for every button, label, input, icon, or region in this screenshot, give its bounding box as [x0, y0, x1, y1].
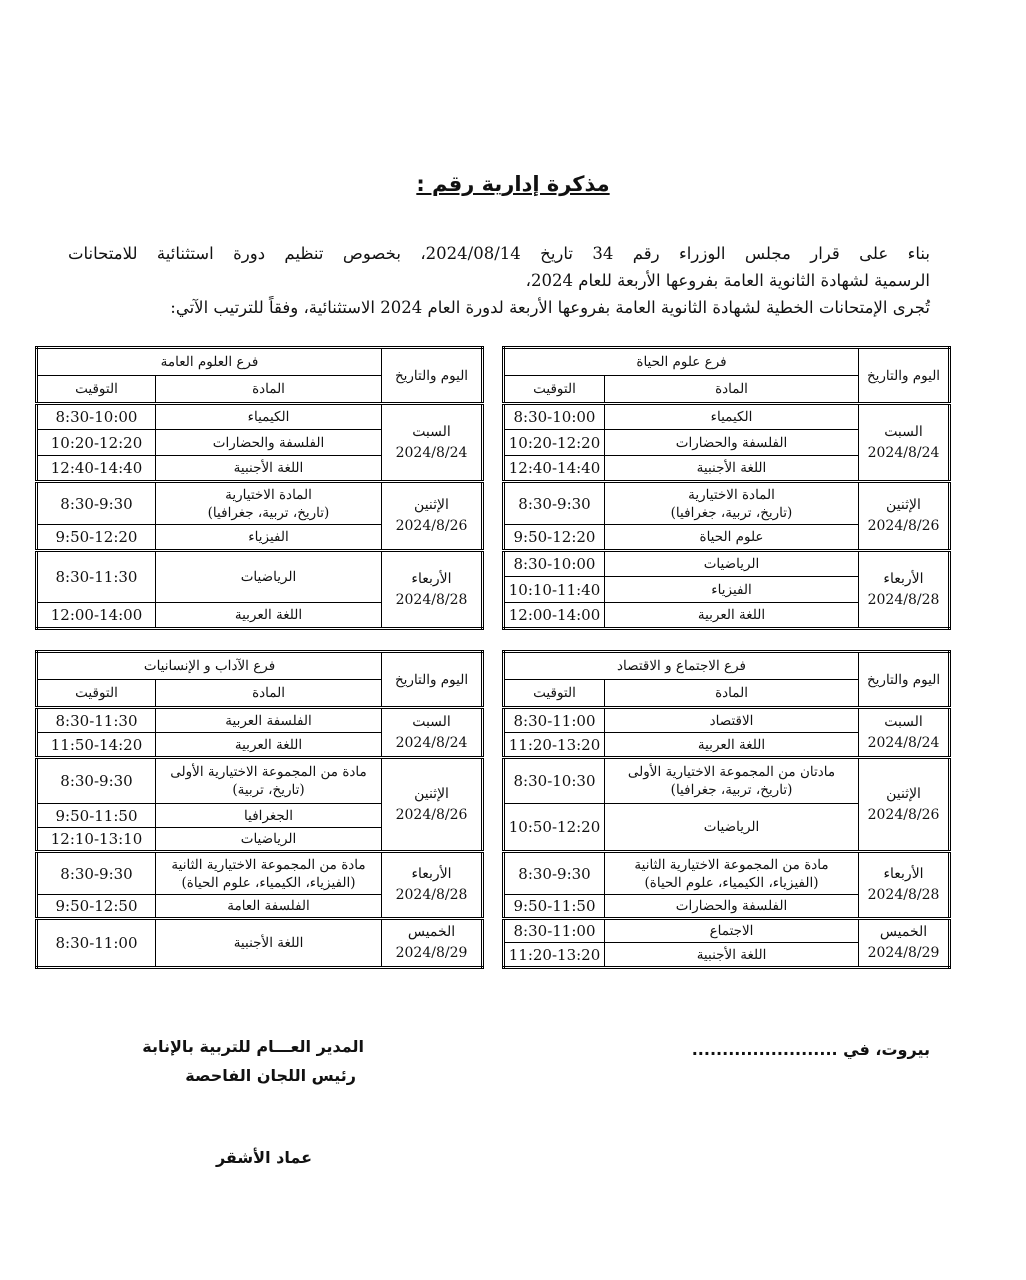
time-cell: 12:40-14:40	[504, 456, 605, 482]
day-date: 2024/8/24	[395, 444, 468, 461]
day-name: السبت	[884, 423, 923, 440]
time-cell: 8:30-10:00	[37, 404, 156, 430]
day-cell	[382, 919, 483, 968]
day-date: 2024/8/26	[395, 806, 468, 823]
subject-line: مادتان من المجموعة الاختيارية الأولى	[627, 764, 836, 780]
subject-cell	[156, 852, 382, 895]
time-cell: 11:20-13:20	[504, 733, 605, 758]
day-date: 2024/8/26	[867, 806, 940, 823]
subject-line: المادة الاختيارية	[225, 486, 312, 503]
subject-cell: الفلسفة العامة	[156, 895, 382, 919]
header-day-date: اليوم والتاريخ	[859, 348, 950, 404]
day-date: 2024/8/26	[395, 518, 468, 534]
subject-cell: الرياضيات	[156, 551, 382, 603]
time-cell: 12:00-14:00	[504, 603, 605, 629]
time-cell: 10:20-12:20	[504, 430, 605, 456]
branch-title: فرع الاجتماع و الاقتصاد	[504, 652, 859, 680]
day-date: 2024/8/28	[395, 591, 468, 608]
time-cell: 10:20-12:20	[37, 430, 156, 456]
time-cell: 12:10-13:10	[37, 828, 156, 852]
day-cell	[382, 404, 483, 482]
day-name: السبت	[412, 713, 451, 730]
time-cell: 8:30-9:30	[504, 482, 605, 525]
day-date: 2024/8/28	[867, 591, 940, 608]
day-cell	[382, 852, 483, 919]
day-cell	[859, 852, 950, 919]
time-cell: 8:30-11:00	[504, 708, 605, 733]
subject-cell	[605, 482, 859, 525]
header-subject: المادة	[156, 680, 382, 708]
header-subject: المادة	[605, 680, 859, 708]
header-time: التوقيت	[504, 376, 605, 404]
day-cell	[859, 404, 950, 482]
subject-cell: اللغة العربية	[605, 603, 859, 629]
signatory-name: عماد الأشقر	[215, 1148, 312, 1167]
subject-cell: اللغة العربية	[156, 603, 382, 629]
subject-cell: الاقتصاد	[605, 708, 859, 733]
time-cell: 8:30-9:30	[37, 852, 156, 895]
place-date: بيروت، في ........................	[691, 1040, 930, 1059]
day-name: الإثنين	[414, 497, 449, 513]
subject-line: المادة الاختيارية	[688, 486, 775, 503]
header-time: التوقيت	[37, 376, 156, 404]
time-cell: 10:50-12:20	[504, 804, 605, 852]
time-cell: 9:50-11:50	[504, 895, 605, 919]
subject-cell: الفلسفة العربية	[156, 708, 382, 733]
day-name: الخميس	[879, 924, 928, 940]
day-date: 2024/8/24	[867, 444, 940, 461]
header-subject: المادة	[605, 376, 859, 404]
subject-line: (الفيزياء، الكيمياء، علوم الحياة)	[181, 874, 356, 891]
day-date: 2024/8/29	[395, 945, 468, 961]
subject-line: مادة من المجموعة الاختيارية الثانية	[171, 856, 366, 873]
day-name: الأربعاء	[411, 570, 452, 587]
subject-cell: اللغة العربية	[156, 733, 382, 758]
time-cell: 8:30-11:30	[37, 551, 156, 603]
branch-title: فرع علوم الحياة	[504, 348, 859, 376]
header-day-date: اليوم والتاريخ	[382, 348, 483, 404]
subject-cell: الرياضيات	[156, 828, 382, 852]
branch-title: فرع الآداب و الإنسانيات	[37, 652, 382, 680]
day-cell	[382, 551, 483, 629]
day-name: الإثنين	[886, 497, 921, 513]
time-cell: 9:50-12:20	[504, 525, 605, 551]
subject-line: (تاريخ، تربية، جغرافيا)	[670, 504, 793, 521]
time-cell: 8:30-10:00	[504, 551, 605, 577]
time-cell: 12:40-14:40	[37, 456, 156, 482]
subject-cell: علوم الحياة	[605, 525, 859, 551]
header-subject: المادة	[156, 376, 382, 404]
intro-line-1: بناء على قرار مجلس الوزراء رقم 34 تاريخ 2024/08/14، بخصوص تنظيم دورة استثنائية للامتحانات	[68, 244, 930, 263]
life-sciences-table	[502, 346, 951, 630]
time-cell: 8:30-10:30	[504, 758, 605, 804]
day-date: 2024/8/29	[867, 945, 940, 961]
time-cell: 10:10-11:40	[504, 577, 605, 603]
day-cell	[859, 919, 950, 968]
subject-cell	[605, 852, 859, 895]
day-cell	[859, 482, 950, 551]
day-cell	[382, 482, 483, 551]
time-cell: 8:30-9:30	[504, 852, 605, 895]
time-cell: 11:50-14:20	[37, 733, 156, 758]
day-cell	[859, 708, 950, 758]
director-title: المدير العـــام للتربية بالإنابة	[142, 1037, 364, 1056]
subject-cell: الفيزياء	[605, 577, 859, 603]
day-cell	[382, 708, 483, 758]
header-day-date: اليوم والتاريخ	[859, 652, 950, 708]
day-cell	[859, 551, 950, 629]
time-cell: 8:30-10:00	[504, 404, 605, 430]
branch-title: فرع العلوم العامة	[37, 348, 382, 376]
subject-line: (تاريخ، تربية)	[232, 782, 305, 798]
subject-cell: الجغرافيا	[156, 804, 382, 828]
subject-cell	[156, 758, 382, 804]
day-cell	[859, 758, 950, 852]
day-name: الأربعاء	[411, 866, 452, 882]
time-cell: 12:00-14:00	[37, 603, 156, 629]
committee-title: رئيس اللجان الفاحصة	[185, 1066, 356, 1085]
subject-cell: الفيزياء	[156, 525, 382, 551]
day-name: الإثنين	[886, 785, 921, 802]
day-date: 2024/8/24	[395, 734, 468, 751]
day-date: 2024/8/26	[867, 518, 940, 534]
subject-line: مادة من المجموعة الاختيارية الأولى	[170, 764, 367, 780]
general-sciences-table	[35, 346, 484, 630]
subject-cell: الكيمياء	[156, 404, 382, 430]
time-cell: 8:30-9:30	[37, 482, 156, 525]
subject-cell: اللغة الأجنبية	[605, 943, 859, 968]
sociology-economics-table	[502, 650, 951, 969]
subject-cell: الرياضيات	[605, 551, 859, 577]
subject-line: (تاريخ، تربية، جغرافيا)	[670, 782, 793, 798]
subject-cell: اللغة الأجنبية	[605, 456, 859, 482]
day-date: 2024/8/28	[867, 887, 940, 903]
header-time: التوقيت	[504, 680, 605, 708]
time-cell: 9:50-11:50	[37, 804, 156, 828]
memo-intro	[68, 240, 930, 321]
time-cell: 8:30-11:00	[37, 919, 156, 968]
time-cell: 9:50-12:50	[37, 895, 156, 919]
day-name: السبت	[884, 713, 923, 730]
day-date: 2024/8/24	[867, 734, 940, 751]
day-name: الخميس	[407, 924, 456, 940]
subject-cell: الفلسفة والحضارات	[605, 895, 859, 919]
subject-cell: اللغة العربية	[605, 733, 859, 758]
header-day-date: اليوم والتاريخ	[382, 652, 483, 708]
subject-cell: الفلسفة والحضارات	[156, 430, 382, 456]
subject-line: (تاريخ، تربية، جغرافيا)	[207, 504, 330, 521]
subject-cell: اللغة الأجنبية	[156, 919, 382, 968]
subject-cell: الكيمياء	[605, 404, 859, 430]
header-time: التوقيت	[37, 680, 156, 708]
subject-cell	[605, 758, 859, 804]
humanities-table	[35, 650, 484, 969]
subject-cell: الفلسفة والحضارات	[605, 430, 859, 456]
subject-cell: اللغة الأجنبية	[156, 456, 382, 482]
intro-line-3: تُجرى الإمتحانات الخطية لشهادة الثانوية العامة بفروعها الأربعة لدورة العام 2024 الاستثنائية، وفقاً للترتيب الآتي:	[170, 298, 930, 317]
subject-cell: الاجتماع	[605, 919, 859, 943]
time-cell: 8:30-11:30	[37, 708, 156, 733]
day-date: 2024/8/28	[395, 887, 468, 903]
time-cell: 11:20-13:20	[504, 943, 605, 968]
subject-cell	[156, 482, 382, 525]
intro-line-2: الرسمية لشهادة الثانوية العامة بفروعها الأربعة للعام 2024،	[525, 271, 930, 290]
day-name: السبت	[412, 423, 451, 440]
memo-title: مذكرة إدارية رقم :	[416, 172, 610, 196]
time-cell: 9:50-12:20	[37, 525, 156, 551]
subject-cell: الرياضيات	[605, 804, 859, 852]
subject-line: مادة من المجموعة الاختيارية الثانية	[634, 856, 829, 873]
time-cell: 8:30-9:30	[37, 758, 156, 804]
subject-line: (الفيزياء، الكيمياء، علوم الحياة)	[644, 874, 819, 891]
day-name: الأربعاء	[883, 866, 924, 882]
day-name: الأربعاء	[883, 570, 924, 587]
time-cell: 8:30-11:00	[504, 919, 605, 943]
day-name: الإثنين	[414, 785, 449, 802]
day-cell	[382, 758, 483, 852]
